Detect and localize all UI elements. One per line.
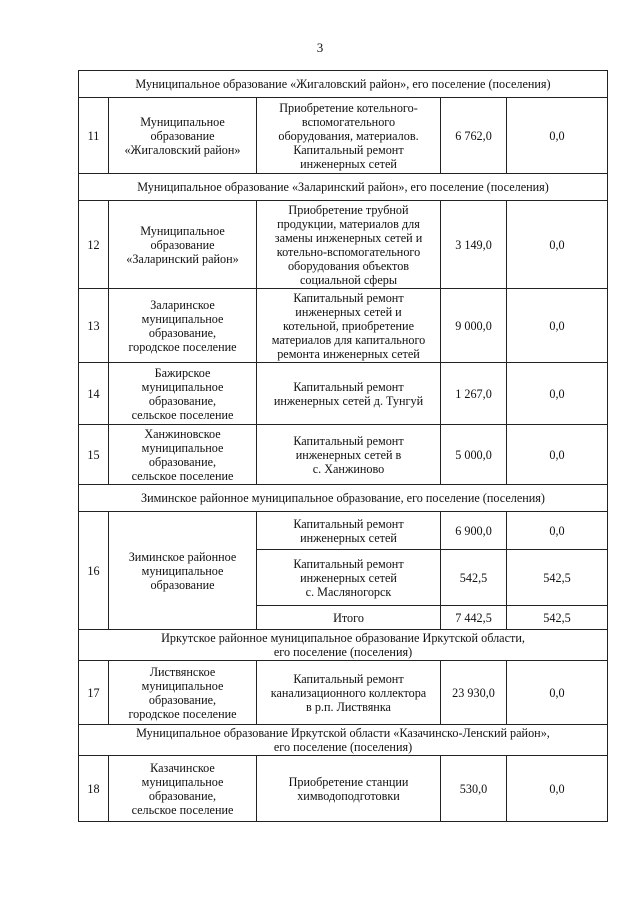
extra-amount-cell: 542,5	[507, 550, 608, 606]
group-title-line: Иркутское районное муниципальное образование Иркутской области,	[161, 631, 525, 645]
entity-line: Казачинское	[150, 760, 215, 775]
amount-cell: 1 267,0	[441, 363, 507, 425]
purpose-line: Капитальный ремонт	[293, 671, 404, 686]
table-row	[79, 512, 608, 550]
entity-line: городское поселение	[128, 706, 237, 721]
table-row	[79, 201, 608, 289]
entity-line: сельское поселение	[131, 802, 234, 817]
amount-cell: 542,5	[441, 550, 507, 606]
entity-line: образование,	[148, 393, 217, 408]
row-number: 12	[79, 201, 109, 289]
total-amount: 7 442,5	[441, 606, 507, 630]
purpose-line: инженерных сетей	[300, 530, 397, 545]
amount-cell: 9 000,0	[441, 289, 507, 363]
purpose-line: социальной сферы	[299, 272, 398, 287]
purpose-line: с. Ханжиново	[312, 461, 385, 476]
entity-cell	[109, 756, 257, 822]
row-number: 18	[79, 756, 109, 822]
entity-line: сельское поселение	[131, 407, 234, 422]
group-title-line: его поселение (поселения)	[273, 645, 413, 659]
extra-amount-cell: 0,0	[507, 756, 608, 822]
group-title	[79, 630, 608, 661]
group-title-line: Муниципальное образование Иркутской области «Казачинско-Ленский район»,	[136, 726, 550, 740]
funding-table	[78, 70, 608, 822]
extra-amount-cell: 0,0	[507, 201, 608, 289]
purpose-line: инженерных сетей и	[295, 304, 402, 319]
row-number: 17	[79, 661, 109, 725]
extra-amount-cell: 0,0	[507, 425, 608, 485]
entity-line: образование,	[148, 692, 217, 707]
purpose-line: в р.п. Листвянка	[306, 699, 391, 714]
entity-line: «Жигаловский район»	[124, 142, 241, 157]
table-row	[79, 661, 608, 725]
entity-line: образование	[150, 237, 215, 252]
entity-line: образование	[150, 128, 215, 143]
entity-cell	[109, 363, 257, 425]
extra-amount-cell: 0,0	[507, 363, 608, 425]
entity-cell	[109, 289, 257, 363]
purpose-line: Приобретение трубной	[288, 202, 409, 217]
purpose-cell	[257, 756, 441, 822]
group-title: Муниципальное образование «Жигаловский район», его поселение (поселения)	[79, 71, 608, 98]
group-title: Муниципальное образование «Заларинский район», его поселение (поселения)	[79, 174, 608, 201]
purpose-line: замены инженерных сетей и	[274, 230, 423, 245]
purpose-line: химводоподготовки	[297, 788, 400, 803]
purpose-line: Капитальный ремонт	[293, 379, 404, 394]
amount-cell: 23 930,0	[441, 661, 507, 725]
entity-line: Зиминское районное	[128, 549, 237, 564]
entity-line: городское поселение	[128, 339, 237, 354]
amount-cell: 6 900,0	[441, 512, 507, 550]
extra-amount-cell: 0,0	[507, 98, 608, 174]
group-title: Зиминское районное муниципальное образование, его поселение (поселения)	[79, 485, 608, 512]
purpose-line: котельно-вспомогательного	[276, 244, 421, 259]
purpose-cell	[257, 98, 441, 174]
row-number: 14	[79, 363, 109, 425]
entity-line: муниципальное	[141, 440, 224, 455]
entity-line: Ханжиновское	[144, 426, 221, 441]
purpose-line: Капитальный ремонт	[293, 433, 404, 448]
entity-line: муниципальное	[141, 379, 224, 394]
table-row	[79, 363, 608, 425]
entity-line: образование,	[148, 325, 217, 340]
purpose-cell	[257, 550, 441, 606]
entity-line: муниципальное	[141, 774, 224, 789]
table-row	[79, 289, 608, 363]
entity-line: образование,	[148, 788, 217, 803]
purpose-cell	[257, 425, 441, 485]
entity-line: муниципальное	[141, 311, 224, 326]
entity-line: муниципальное	[141, 563, 224, 578]
entity-line: образование,	[148, 454, 217, 469]
amount-cell: 6 762,0	[441, 98, 507, 174]
total-label: Итого	[257, 606, 441, 630]
purpose-cell	[257, 512, 441, 550]
extra-amount-cell: 0,0	[507, 289, 608, 363]
group-title-line: его поселение (поселения)	[273, 740, 413, 754]
purpose-line: Капитальный ремонт	[293, 290, 404, 305]
purpose-line: инженерных сетей д. Тунгуй	[273, 393, 424, 408]
entity-line: «Заларинский район»	[126, 251, 239, 266]
purpose-line: вспомогательного	[301, 114, 396, 129]
entity-cell	[109, 661, 257, 725]
entity-line: образование	[150, 577, 215, 592]
purpose-line: Капитальный ремонт	[293, 142, 404, 157]
group-header-row	[79, 174, 608, 201]
entity-line: муниципальное	[141, 678, 224, 693]
purpose-line: инженерных сетей в	[295, 447, 402, 462]
purpose-cell	[257, 363, 441, 425]
extra-amount-cell: 0,0	[507, 661, 608, 725]
table-row	[79, 425, 608, 485]
purpose-line: продукции, материалов для	[277, 216, 420, 231]
total-extra-amount: 542,5	[507, 606, 608, 630]
purpose-line: канализационного коллектора	[270, 685, 427, 700]
entity-line: Муниципальное	[140, 223, 225, 238]
entity-cell	[109, 512, 257, 630]
purpose-line: материалов для капитального	[271, 332, 426, 347]
group-header-row	[79, 485, 608, 512]
purpose-line: оборудования, материалов.	[278, 128, 419, 143]
row-number: 11	[79, 98, 109, 174]
purpose-line: котельной, приобретение	[283, 318, 414, 333]
table-row	[79, 98, 608, 174]
purpose-line: оборудования объектов	[287, 258, 410, 273]
group-title	[79, 725, 608, 756]
purpose-cell	[257, 289, 441, 363]
amount-cell: 3 149,0	[441, 201, 507, 289]
purpose-cell	[257, 661, 441, 725]
row-number: 16	[79, 512, 109, 630]
purpose-line: Капитальный ремонт	[293, 556, 404, 571]
purpose-line: Приобретение станции	[288, 774, 409, 789]
entity-line: Заларинское	[150, 297, 215, 312]
group-header-row	[79, 630, 608, 661]
amount-cell: 5 000,0	[441, 425, 507, 485]
entity-line: Листвянское	[149, 664, 216, 679]
purpose-line: инженерных сетей	[300, 156, 397, 171]
group-header-row	[79, 725, 608, 756]
purpose-line: Капитальный ремонт	[293, 516, 404, 531]
extra-amount-cell: 0,0	[507, 512, 608, 550]
purpose-line: инженерных сетей	[300, 570, 397, 585]
entity-cell	[109, 201, 257, 289]
purpose-cell	[257, 201, 441, 289]
purpose-line: с. Масляногорск	[305, 584, 392, 599]
page-number: 3	[316, 40, 324, 55]
row-number: 15	[79, 425, 109, 485]
row-number: 13	[79, 289, 109, 363]
entity-cell	[109, 98, 257, 174]
table-row	[79, 756, 608, 822]
entity-cell	[109, 425, 257, 485]
entity-line: Муниципальное	[140, 114, 225, 129]
group-header-row	[79, 71, 608, 98]
purpose-line: ремонта инженерных сетей	[277, 346, 420, 361]
entity-line: сельское поселение	[131, 468, 234, 483]
amount-cell: 530,0	[441, 756, 507, 822]
entity-line: Бажирское	[154, 365, 211, 380]
purpose-line: Приобретение котельного-	[279, 100, 418, 115]
